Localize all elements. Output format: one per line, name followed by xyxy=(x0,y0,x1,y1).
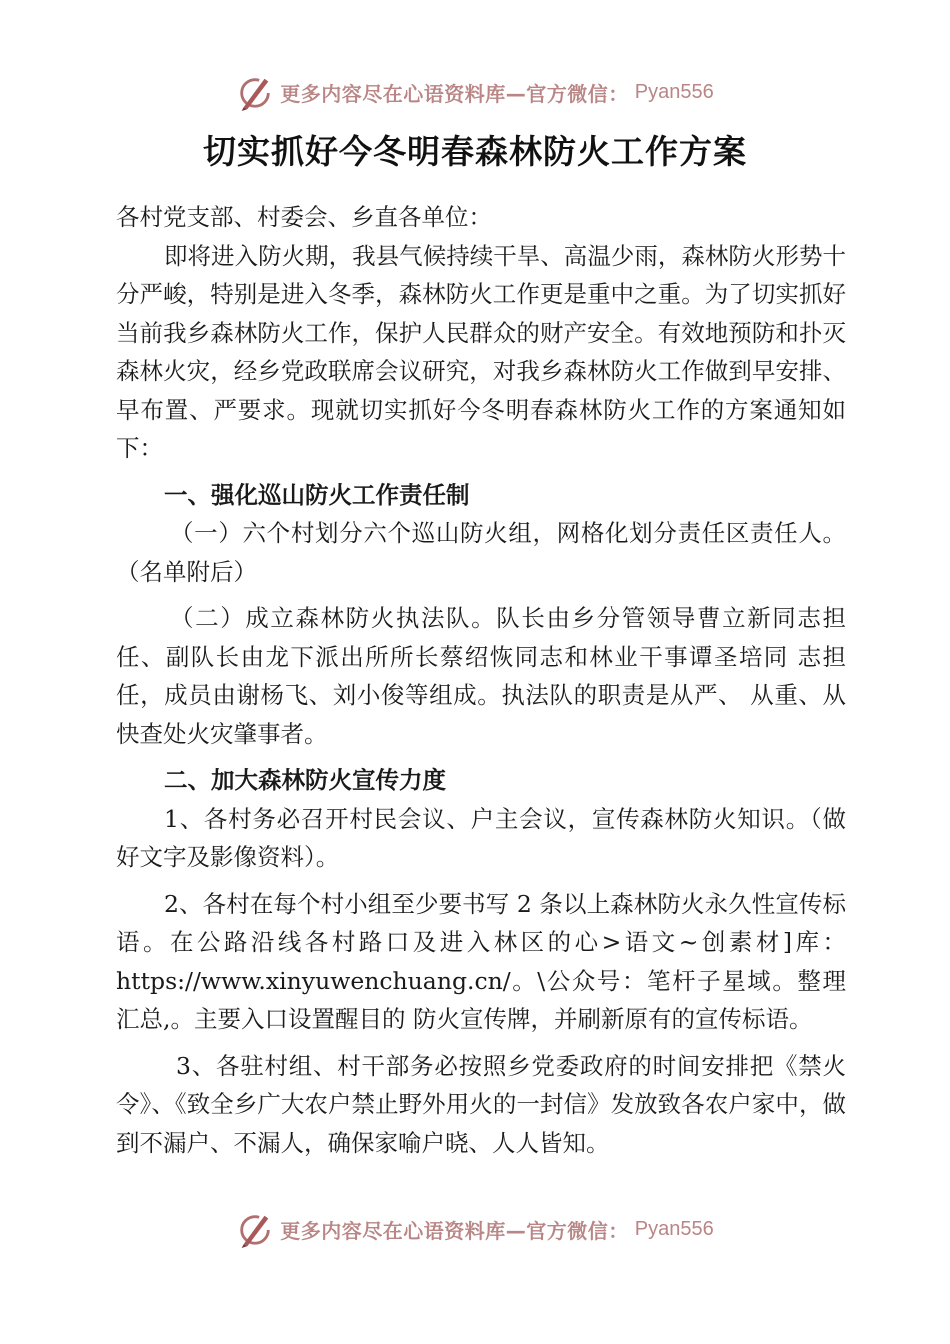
watermark-wechat-id: Pyan556 xyxy=(634,1217,714,1240)
intro-paragraph: 即将进入防火期，我县气候持续干旱、高温少雨，森林防火形势十分严峻，特别是进入冬季，森林防火工作更是重中之重。为了切实抓好当前我乡森林防火工作，保护人民群众的财产安全。有效地预防和扑灭森林火灾，经乡党政联席会议研究，对我乡森林防火工作做到早安排、早布置、严要求。现就切实抓好今冬明春森林防火工作的方案通知如下： xyxy=(116,241,846,462)
section-1-item-1: （一）六个村划分六个巡山防火组，网格化划分责任区责任人。（名单附后） xyxy=(116,519,846,586)
section-2-item-3: 3、各驻村组、村干部务必按照乡党委政府的时间安排把《禁火令》、《致全乡广大农户禁止野外用火的一封信》发放致各农户家中，做到不漏户、不漏人，确保家喻户晓、人人皆知。 xyxy=(116,1051,846,1157)
pen-logo-icon xyxy=(236,1210,274,1248)
salutation: 各村党支部、村委会、乡直各单位： xyxy=(116,203,492,231)
section-2-heading: 二、加大森林防火宣传力度 xyxy=(164,766,446,794)
document-body xyxy=(116,198,846,1162)
section-2-item-2: 2、各村在每个村小组至少要书写 2 条以上森林防火永久性宣传标语。在公路沿线各村路口及进入林区的心>语文~创素材]库：https://www.xinyuwenchuang.cn/。\公众号：笔杆子星域。整理汇总,。主要入口设置醒目的 防火宣传牌，并刷新原有的宣传标语。 xyxy=(116,889,846,1033)
header-watermark xyxy=(0,72,950,112)
watermark-text: 更多内容尽在心语资料库—官方微信： xyxy=(280,1218,629,1243)
pen-logo-icon xyxy=(236,73,274,111)
document-title: 切实抓好今冬明春森林防火工作方案 xyxy=(203,132,747,171)
footer-watermark xyxy=(0,1209,950,1249)
watermark-wechat-id: Pyan556 xyxy=(634,80,714,103)
section-2-item-1: 1、各村务必召开村民会议、户主会议，宣传森林防火知识。（做好文字及影像资料）。 xyxy=(116,804,846,871)
section-1-heading: 一、强化巡山防火工作责任制 xyxy=(164,480,470,509)
section-1-item-2: （二）成立森林防火执法队。队长由乡分管领导曹立新同志担任、副队长由龙下派出所所长蔡绍恢同志和林业干事谭圣培同 志担任，成员由谢杨飞、刘小俊等组成。执法队的职责是从严、 从重、从快查处火灾肇事者。 xyxy=(116,604,846,748)
watermark-text: 更多内容尽在心语资料库—官方微信： xyxy=(280,81,629,106)
